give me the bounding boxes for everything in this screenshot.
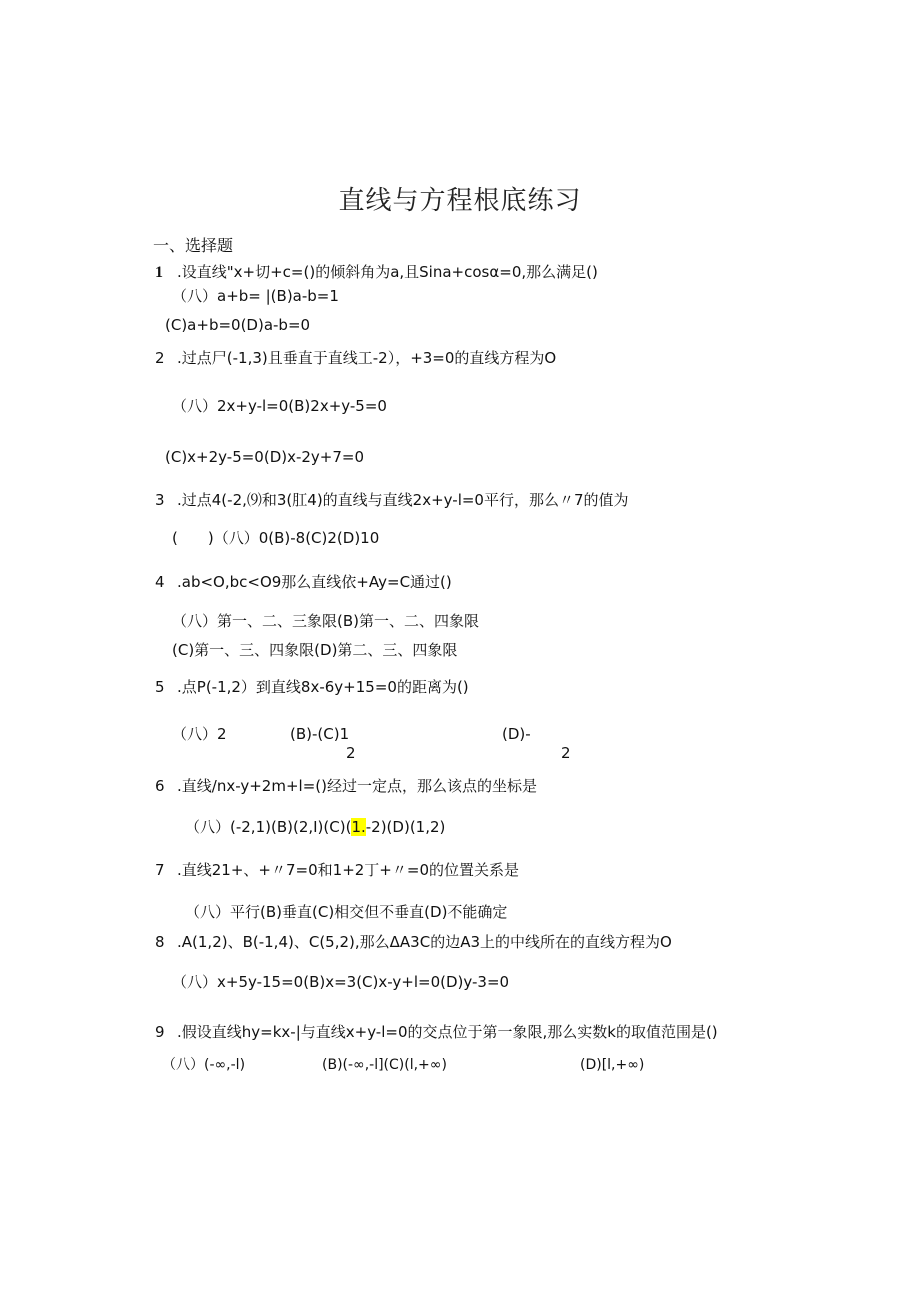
question-number: 2 xyxy=(155,349,165,367)
question-number: 8 xyxy=(155,933,165,951)
q6-options-post: -2)(D)(1,2) xyxy=(365,818,446,836)
q5-fraction-denominator: 2 xyxy=(561,744,571,762)
q9-option-d: (D)[l,+∞) xyxy=(580,1057,645,1073)
question-text: .直线21+、+〃7=0和1+2丁+〃=0的位置关系是 xyxy=(177,861,519,879)
question-number: 9 xyxy=(155,1023,165,1041)
question-7 xyxy=(155,860,519,880)
question-text: .A(1,2)、B(-1,4)、C(5,2),那么ΔA3C的边A3上的中线所在的直线方程为O xyxy=(177,933,672,951)
question-number: 6 xyxy=(155,777,165,795)
question-8 xyxy=(155,932,672,952)
q3-options: ( )（八）0(B)-8(C)2(D)10 xyxy=(172,529,380,547)
highlighted-text: 1. xyxy=(351,818,366,836)
q7-options: （八）平行(B)垂直(C)相交但不垂直(D)不能确定 xyxy=(185,903,508,921)
question-number: 3 xyxy=(155,491,165,509)
q2-options-ab: （八）2x+y-l=0(B)2x+y-5=0 xyxy=(172,397,387,415)
q5-option-d: (D)- xyxy=(502,725,531,743)
q8-options: （八）x+5y-15=0(B)x=3(C)x-y+l=0(D)y-3=0 xyxy=(172,973,510,991)
q1-options-cd: (C)a+b=0(D)a-b=0 xyxy=(165,316,311,334)
question-9 xyxy=(155,1022,718,1042)
question-3 xyxy=(155,490,629,510)
question-text: .点P(-1,2）到直线8x-6y+15=0的距离为() xyxy=(177,678,469,696)
question-text: .过点4(-2,⑼和3(肛4)的直线与直线2x+y-l=0平行，那么〃7的值为 xyxy=(177,491,629,509)
question-text: .设直线"x+切+c=()的倾斜角为a,且Sina+cosα=0,那么满足() xyxy=(177,263,598,281)
question-number: 7 xyxy=(155,861,165,879)
question-number: 5 xyxy=(155,678,165,696)
page-title: 直线与方程根底练习 xyxy=(338,186,582,216)
question-number: 4 xyxy=(155,573,165,591)
question-text: .直线/nx-y+2m+l=()经过一定点，那么该点的坐标是 xyxy=(177,777,537,795)
question-5 xyxy=(155,677,469,697)
question-2 xyxy=(155,348,556,368)
q5-options-bc: (B)-(C)1 xyxy=(290,725,350,743)
question-6 xyxy=(155,776,537,796)
q1-options-ab: （八）a+b= |(B)a-b=1 xyxy=(172,287,339,305)
q4-options-ab: （八）第一、二、三象限(B)第一、二、四象限 xyxy=(172,612,479,630)
q6-options-pre: （八）(-2,1)(B)(2,I)(C)( xyxy=(185,818,352,836)
question-4 xyxy=(155,572,452,592)
question-text: .过点尸(-1,3)且垂直于直线工-2），+3=0的直线方程为O xyxy=(177,349,557,367)
q9-option-a: （八）(-∞,-l) xyxy=(162,1057,246,1073)
q9-options-bc: (B)(-∞,-l](C)(l,+∞) xyxy=(322,1057,447,1073)
question-1 xyxy=(155,262,598,283)
question-number: 1 xyxy=(155,264,163,281)
q5-option-a: （八）2 xyxy=(172,725,227,743)
question-text: .ab<O,bc<O9那么直线依+Ay=C通过() xyxy=(177,573,452,591)
section-heading: 一、选择题 xyxy=(153,236,234,255)
q6-options xyxy=(185,817,445,837)
q4-options-cd: (C)第一、三、四象限(D)第二、三、四象限 xyxy=(172,641,458,659)
q2-options-cd: (C)x+2y-5=0(D)x-2y+7=0 xyxy=(165,448,365,466)
q5-fraction-denominator: 2 xyxy=(346,744,356,762)
question-text: .假设直线hy=kx-|与直线x+y-l=0的交点位于第一象限,那么实数k的取值范围是() xyxy=(177,1023,718,1041)
